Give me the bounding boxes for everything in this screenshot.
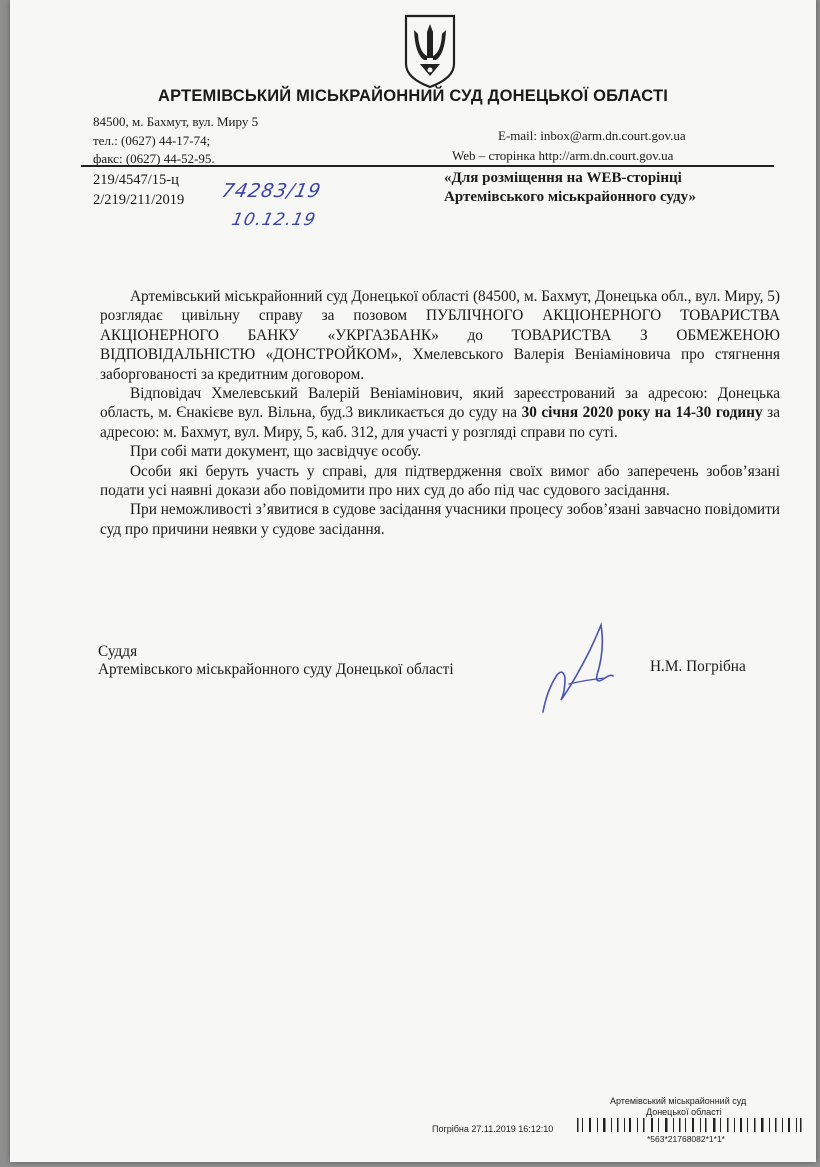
summons-text-end: за адресою: м. Бахмут, вул. Миру, 5, каб. 312, для участі у розгляді справи по суті.	[100, 404, 780, 441]
summons-text-start: Відповідач Хмелевський Валерій Веніамінович, який зареєстрований за адресою: Донецька область, м. Єнакієве вул. Вільна, буд.3 викликається до суду на	[100, 385, 780, 422]
judge-signature-icon	[535, 620, 615, 720]
header-divider	[81, 165, 774, 167]
paragraph-case-description: Артемівський міськрайонний суд Донецької області (84500, м. Бахмут, Донецька обл., вул. Миру, 5) розглядає цивільну справу за позовом ПУБЛІЧНОГО АКЦІОНЕРНОГО ТОВАРИСТВА АКЦІОНЕРНОГО БАНКУ «УКРГАЗБАНК» до ТОВАРИСТВА З ОБМЕЖЕНОЮ ВІДПОВІДАЛЬНІСТЮ «ДОНСТРОЙКОМ», Хмелевського Валерія Веніаміновича про стягнення заборгованості за кредитним договором.	[100, 288, 780, 383]
web-publication-note	[444, 169, 696, 207]
judge-name: Н.М. Погрібна	[650, 658, 746, 675]
web-note-line-2: Артемівського міськрайонного суду»	[444, 189, 696, 205]
paragraph-evidence: Особи які беруть участь у справі, для підтвердження своїх вимог або заперечень зобов’язані подати усі наявні докази або повідомити про них суд до або під час судового засідання.	[100, 462, 780, 500]
document-page	[10, 0, 816, 1162]
court-address: 84500, м. Бахмут, вул. Миру 5	[93, 114, 259, 129]
handwritten-registration-number: 74283/19	[219, 180, 324, 202]
hearing-datetime: 30 січня 2020 року на 14-30 годину	[521, 404, 763, 422]
court-email: E-mail: inbox@arm.dn.court.gov.ua	[498, 128, 686, 143]
stamp-court-line-1: Артемівський міськрайонний суд	[610, 1096, 747, 1106]
proceeding-number: 2/219/211/2019	[93, 192, 185, 208]
paragraph-absence-notice: При неможливості з’явитися в судове засідання учасники процесу зобов’язані завчасно повідомити суд про причини неявки у судове засідання.	[100, 501, 780, 538]
web-note-line-1: «Для розміщення на WEB-сторінці	[444, 170, 682, 186]
handwritten-registration-date: 10.12.19	[229, 210, 318, 230]
paragraph-summons	[100, 384, 780, 442]
court-fax: факс: (0627) 44-52-95.	[93, 151, 215, 166]
stamp-court-line-2: Донецької області	[646, 1107, 722, 1117]
trident-coat-of-arms-icon	[400, 12, 460, 90]
court-name-heading: АРТЕМІВСЬКИЙ МІСЬКРАЙОННИЙ СУД ДОНЕЦЬКОЇ ОБЛАСТІ	[157, 87, 669, 105]
court-phone: тел.: (0627) 44-17-74;	[93, 133, 211, 148]
case-number: 219/4547/15-ц	[93, 172, 179, 188]
judge-court: Артемівського міськрайонного суду Донецької області	[98, 661, 454, 678]
stamp-signed-by: Погрібна 27.11.2019 16:12:10	[432, 1124, 554, 1134]
paragraph-identity-document: При собі мати документ, що засвідчує особу.	[130, 443, 422, 461]
barcode-caption: *563*21768082*1*1*	[647, 1134, 725, 1144]
judge-title: Суддя	[98, 643, 138, 660]
summons-body	[100, 287, 780, 539]
court-website: Web – сторінка http://arm.dn.court.gov.ua	[452, 148, 674, 163]
